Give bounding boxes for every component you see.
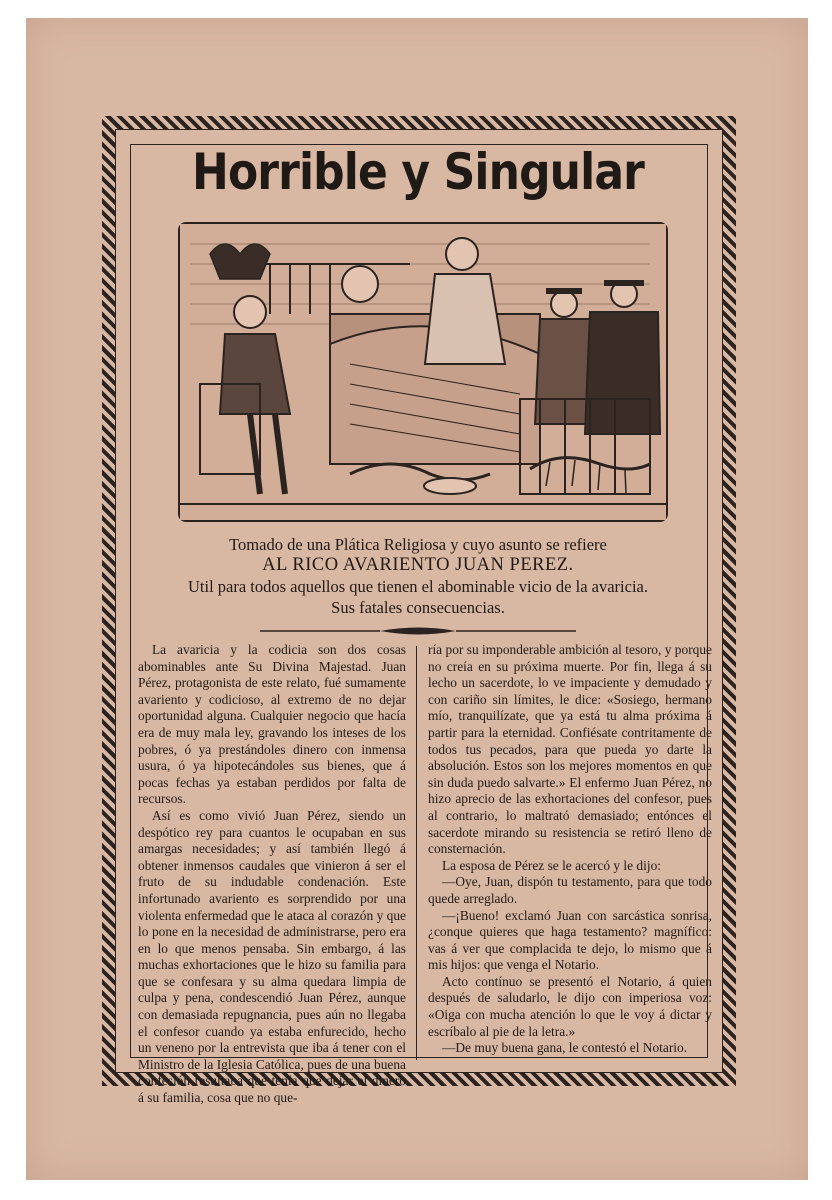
text-column-left <box>138 642 406 1107</box>
column-divider <box>416 646 417 1060</box>
subtitle-block <box>118 534 718 618</box>
text-column-right <box>428 642 712 1057</box>
subtitle-line-1: Tomado de una Plática Religiosa y cuyo asunto se refiere <box>229 535 607 554</box>
page-title: Horrible y Singular <box>192 143 644 201</box>
subtitle-line-4: Sus fatales consecuencias. <box>331 598 505 617</box>
paragraph: —¡Bueno! exclamó Juan con sarcástica sonrisa, ¿conque quieres que haga testamento? magnífico: vas á ver que complacida te dejo, lo mismo que á mis hijos: que venga el Notario. <box>428 907 712 973</box>
woodcut-deathbed-scene-icon <box>180 224 666 520</box>
subtitle-line-2: AL RICO AVARIENTO JUAN PEREZ. <box>262 555 574 575</box>
subtitle-line-3: Util para todos aquellos que tienen el abominable vicio de la avaricia. <box>187 577 648 596</box>
paragraph: —De muy buena gana, le contestó el Notario. <box>442 1040 688 1056</box>
paragraph: ría por su imponderable ambición al tesoro, y porque no creía en su próxima muerte. Por fin, llega á su lecho un sacerdote, lo ve impaciente y demudado y con cariño sin límites, le dice: «Sosiego, hermano mío, tranquilízate, que ya está tu alma próxima á partir para la eternidad. Confiésate contritamente de todos tus pecados, para que pueda yo darte la absolución. Estos son los mejores momentos en que sin duda puedo salvarte.» El enfermo Juan Pérez, no hizo aprecio de las exhortaciones del confesor, pues al contrario, lo maltrató demasiado; entónces el sacerdote mirando su resistencia se retiró lleno de consternación. <box>428 642 712 857</box>
paragraph: Acto contínuo se presentó el Notario, á quien después de saludarlo, le dijo con imperiosa voz: «Oiga con mucha atención lo que le voy á dictar y escríbalo al pie de la letra.» <box>428 973 712 1039</box>
paragraph: —Oye, Juan, dispón tu testamento, para que todo quede arreglado. <box>428 874 712 906</box>
ornamental-divider <box>260 626 576 636</box>
paragraph: La esposa de Pérez se le acercó y le dijo: <box>442 857 661 873</box>
paragraph: Así es como vivió Juan Pérez, siendo un despótico rey para cuantos le ocupaban en sus amargas necesidades; y así también llegó á obtener inmensos caudales que vinieron á ser el fruto de su indudable condenación. Este infortunado avariento es sorprendido por una violenta enfermedad que le ataca al corazón y que lo pone en la necesidad de administrarse, pero era en lo que menos pensaba. Sin embargo, á las muchas exhortaciones que le hizo su familia para que se confesara y su alma quedara limpia de culpa y pena, condescendió Juan Pérez, aunque con demasiada repugnancia, pues aún no llegaba el confesor cuando ya estaba enfurecido, hecho un veneno por la entrevista que iba á tener con el Ministro de la Iglesia Católica, pues de una buena confesión resultaba que tenía que dejar el dinero á su familia, cosa que no que- <box>138 807 406 1106</box>
woodcut-illustration <box>178 222 668 522</box>
paragraph: La avaricia y la codicia son dos cosas abominables ante Su Divina Majestad. Juan Pérez, protagonista de este relato, fué sumamente avariento y codicioso, al extremo de no dejar oportunidad alguna. Cualquier negocio que hacía era de muy mala ley, gravando los inteses de los pobres, ó ya prestándoles dinero con inmensa usura, ó ya hipotecándoles sus bienes, que á pocas fechas ya estaban perdidos por falta de recursos. <box>138 642 406 807</box>
